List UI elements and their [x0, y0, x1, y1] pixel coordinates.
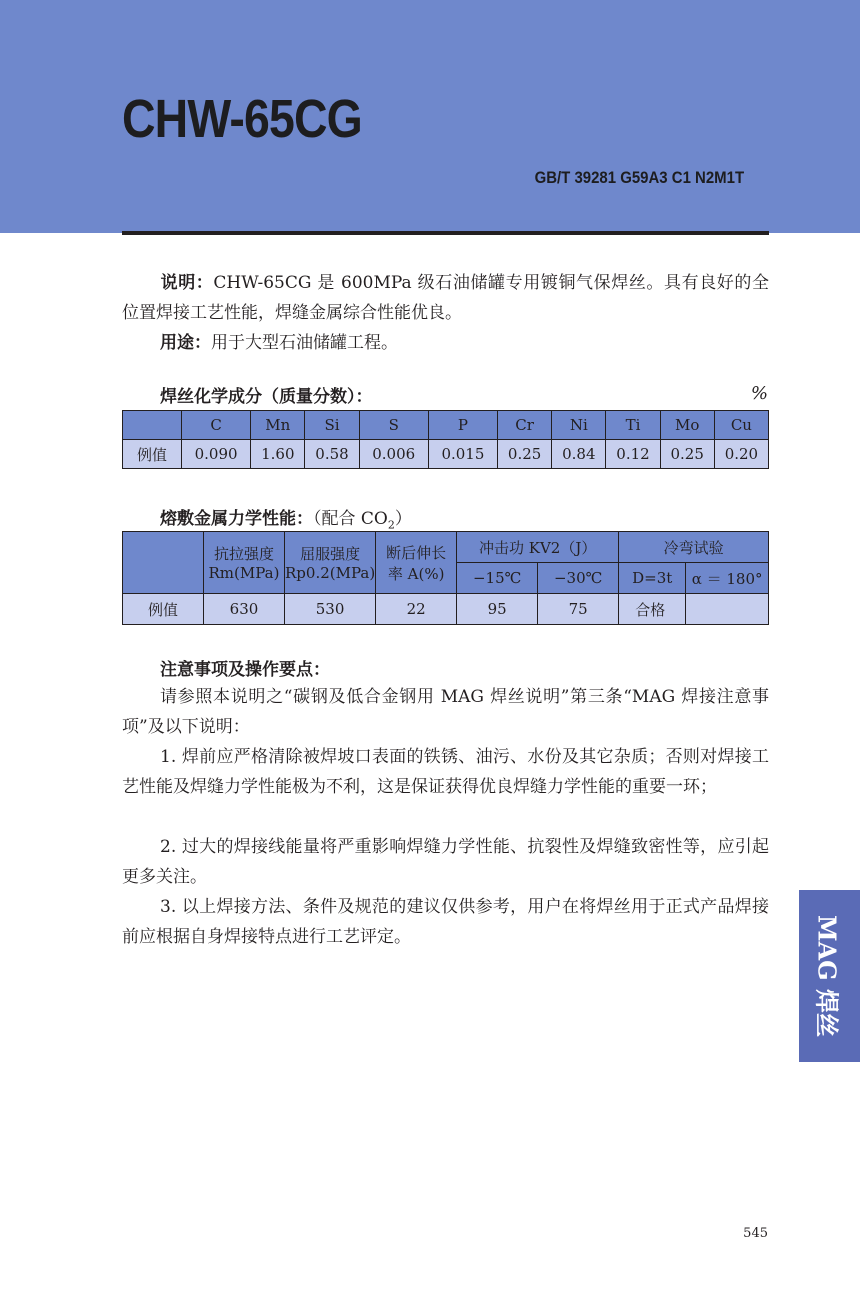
side-tab	[799, 890, 860, 1062]
element-c: C	[182, 411, 251, 440]
mechanical-title	[160, 504, 412, 531]
elongation-value: 22	[376, 594, 457, 625]
product-title: CHW-65CG	[122, 89, 362, 149]
chemistry-corner-cell	[123, 411, 182, 440]
yield-header	[285, 532, 376, 594]
mechanical-value-row	[123, 594, 769, 625]
notes-intro: 请参照本说明之“碳钢及低合金钢用 MAG 焊丝说明”第三条“MAG 焊接注意事项”及以下说明：	[122, 687, 769, 737]
mechanical-table	[122, 531, 769, 625]
mechanical-title-text: 熔敷金属力学性能：	[160, 509, 313, 529]
bend-header: 冷弯试验	[619, 532, 769, 563]
value-mo: 0.25	[660, 440, 714, 469]
chemistry-value-row	[123, 440, 769, 469]
impact-value-15: 95	[457, 594, 538, 625]
bend-diameter: D=3t	[619, 563, 686, 594]
description-text: CHW-65CG 是 600MPa 级石油储罐专用镀铜气保焊丝。具有良好的全位置焊接工艺性能，焊缝金属综合性能优良。	[122, 273, 769, 323]
usage-label: 用途：	[160, 333, 211, 353]
value-p: 0.015	[428, 440, 497, 469]
header-band	[0, 0, 860, 233]
yield-header-line1: 屈服强度	[300, 545, 361, 563]
value-cr: 0.25	[498, 440, 552, 469]
chemistry-title: 焊丝化学成分（质量分数）：	[160, 387, 373, 407]
chemistry-header-row	[123, 411, 769, 440]
chemistry-row-label: 例值	[123, 440, 182, 469]
elongation-header	[376, 532, 457, 594]
page-number: 545	[743, 1226, 768, 1241]
impact-temp-15: −15℃	[457, 563, 538, 594]
tensile-value: 630	[204, 594, 285, 625]
element-ni: Ni	[552, 411, 606, 440]
element-mo: Mo	[660, 411, 714, 440]
element-s: S	[359, 411, 428, 440]
element-cu: Cu	[714, 411, 768, 440]
tensile-header	[204, 532, 285, 594]
description-label: 说明：	[160, 273, 214, 293]
element-si: Si	[305, 411, 359, 440]
elongation-header-line1: 断后伸长	[386, 543, 447, 562]
tensile-header-line2: Rm(MPa)	[208, 564, 280, 582]
impact-header: 冲击功 KV2（J）	[457, 532, 619, 563]
value-mn: 1.60	[251, 440, 305, 469]
mechanical-header-row-1	[123, 532, 769, 563]
yield-value: 530	[285, 594, 376, 625]
value-c: 0.090	[182, 440, 251, 469]
element-mn: Mn	[251, 411, 305, 440]
chemistry-table	[122, 410, 769, 469]
description-paragraph	[122, 268, 769, 328]
chemistry-unit: %	[750, 383, 768, 404]
mechanical-corner-cell	[123, 532, 204, 594]
usage-paragraph	[122, 328, 769, 358]
impact-value-30: 75	[538, 594, 619, 625]
bend-angle: α ＝ 180°	[686, 563, 769, 594]
element-p: P	[428, 411, 497, 440]
element-ti: Ti	[606, 411, 660, 440]
shield-prefix: （配合 CO	[313, 509, 388, 529]
notes-item-3: 3. 以上焊接方法、条件及规范的建议仅供参考，用户在将焊丝用于正式产品焊接前应根据自身焊接特点进行工艺评定。	[122, 897, 769, 947]
value-ni: 0.84	[552, 440, 606, 469]
value-si: 0.58	[305, 440, 359, 469]
yield-header-line2: Rp0.2(MPa)	[285, 564, 376, 582]
shield-gas-note	[313, 509, 412, 532]
notes-title: 注意事项及操作要点：	[160, 660, 330, 680]
tensile-header-line1: 抗拉强度	[213, 545, 274, 563]
mechanical-row-label: 例值	[123, 594, 204, 625]
bend-angle-value	[686, 594, 769, 625]
impact-temp-30: −30℃	[538, 563, 619, 594]
value-cu: 0.20	[714, 440, 768, 469]
standard-code: GB/T 39281 G59A3 C1 N2M1T	[534, 168, 744, 187]
header-divider	[122, 231, 769, 235]
value-s: 0.006	[359, 440, 428, 469]
shield-sub: 2	[387, 518, 395, 532]
value-ti: 0.12	[606, 440, 660, 469]
shield-suffix: ）	[394, 509, 412, 529]
notes-item-1: 1. 焊前应严格清除被焊坡口表面的铁锈、油污、水份及其它杂质；否则对焊接工艺性能及焊缝力学性能极为不利，这是保证获得优良焊缝力学性能的重要一环；	[122, 747, 769, 797]
element-cr: Cr	[498, 411, 552, 440]
usage-text: 用于大型石油储罐工程。	[211, 333, 398, 353]
elongation-header-line2: 率 A(%)	[387, 564, 445, 583]
side-tab-label: MAG 焊丝	[812, 914, 842, 1038]
notes-item-2: 2. 过大的焊接线能量将严重影响焊缝力学性能、抗裂性及焊缝致密性等，应引起更多关注。	[122, 837, 769, 887]
bend-result: 合格	[619, 594, 686, 625]
